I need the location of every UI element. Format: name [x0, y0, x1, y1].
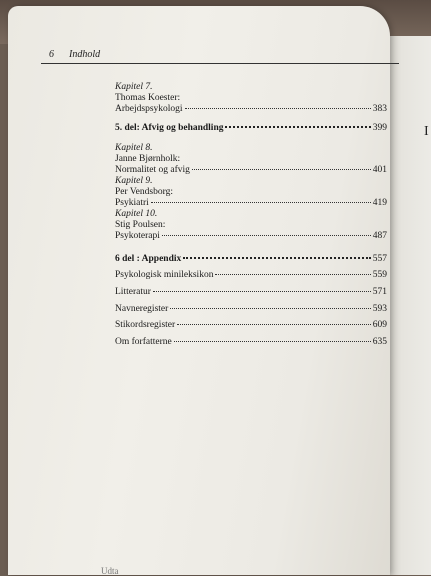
toc-line	[115, 231, 387, 242]
section-title: 6 del : Appendix	[115, 254, 182, 264]
toc-line	[115, 254, 387, 265]
footer-fragment: Udta	[101, 566, 119, 576]
toc-entry-chapter-8	[115, 143, 387, 176]
toc-line	[115, 198, 387, 209]
toc-entry-litteratur	[115, 287, 387, 298]
dot-leader	[183, 257, 370, 259]
facing-page-letter: I	[424, 124, 429, 139]
toc-line	[115, 270, 387, 281]
entry-title: Navneregister	[115, 304, 169, 314]
toc-entry-chapter-10	[115, 209, 387, 242]
dot-leader	[170, 308, 370, 309]
dot-leader	[162, 235, 371, 236]
toc-entry-stikordsregister	[115, 320, 387, 331]
page-header	[41, 49, 399, 64]
page-ref: 559	[372, 270, 387, 280]
toc-section-6	[115, 254, 387, 265]
chapter-author: Thomas Koester:	[115, 93, 181, 103]
section-title: 5. del: Afvig og behandling	[115, 123, 224, 133]
toc-line	[115, 104, 387, 115]
dot-leader	[225, 126, 370, 128]
dot-leader	[185, 108, 371, 109]
page-ref: 399	[372, 123, 387, 133]
chapter-label: Kapitel 9.	[115, 176, 153, 186]
dot-leader	[174, 341, 371, 342]
facing-page	[386, 36, 431, 575]
chapter-author: Stig Poulsen:	[115, 220, 166, 230]
toc-section-5	[115, 123, 387, 134]
page-number: 6	[49, 49, 54, 60]
chapter-title: Psykoterapi	[115, 231, 160, 241]
entry-title: Om forfatterne	[115, 337, 172, 347]
dot-leader	[177, 324, 371, 325]
toc-entry-minileksikon	[115, 270, 387, 281]
entry-title: Litteratur	[115, 287, 151, 297]
book-page	[8, 6, 390, 575]
toc-entry-navneregister	[115, 304, 387, 315]
toc-line	[115, 165, 387, 176]
page-ref: 571	[372, 287, 387, 297]
dot-leader	[153, 291, 371, 292]
toc-entry-chapter-7	[115, 82, 387, 115]
toc-entry-chapter-9	[115, 176, 387, 209]
page-ref: 383	[372, 104, 387, 114]
chapter-title: Arbejdspsykologi	[115, 104, 183, 114]
page-ref: 593	[372, 304, 387, 314]
toc-line	[115, 337, 387, 348]
toc-line	[115, 123, 387, 134]
page-ref: 419	[372, 198, 387, 208]
toc-line	[115, 287, 387, 298]
dot-leader	[151, 202, 371, 203]
entry-title: Stikordsregister	[115, 320, 176, 330]
toc-entry-om-forfatterne	[115, 337, 387, 348]
page-ref: 557	[372, 254, 387, 264]
toc-line	[115, 320, 387, 331]
chapter-author: Janne Bjørnholk:	[115, 154, 181, 164]
toc-line	[115, 304, 387, 315]
chapter-label: Kapitel 8.	[115, 143, 153, 153]
dot-leader	[192, 169, 371, 170]
header-title: Indhold	[69, 49, 101, 60]
chapter-title: Psykiatri	[115, 198, 149, 208]
chapter-title: Normalitet og afvig	[115, 165, 190, 175]
page-ref: 635	[372, 337, 387, 347]
chapter-label: Kapitel 10.	[115, 209, 158, 219]
chapter-label: Kapitel 7.	[115, 82, 153, 92]
dot-leader	[215, 274, 370, 275]
page-ref: 609	[372, 320, 387, 330]
chapter-author: Per Vendsborg:	[115, 187, 173, 197]
page-ref: 401	[372, 165, 387, 175]
page-ref: 487	[372, 231, 387, 241]
entry-title: Psykologisk minileksikon	[115, 270, 214, 280]
